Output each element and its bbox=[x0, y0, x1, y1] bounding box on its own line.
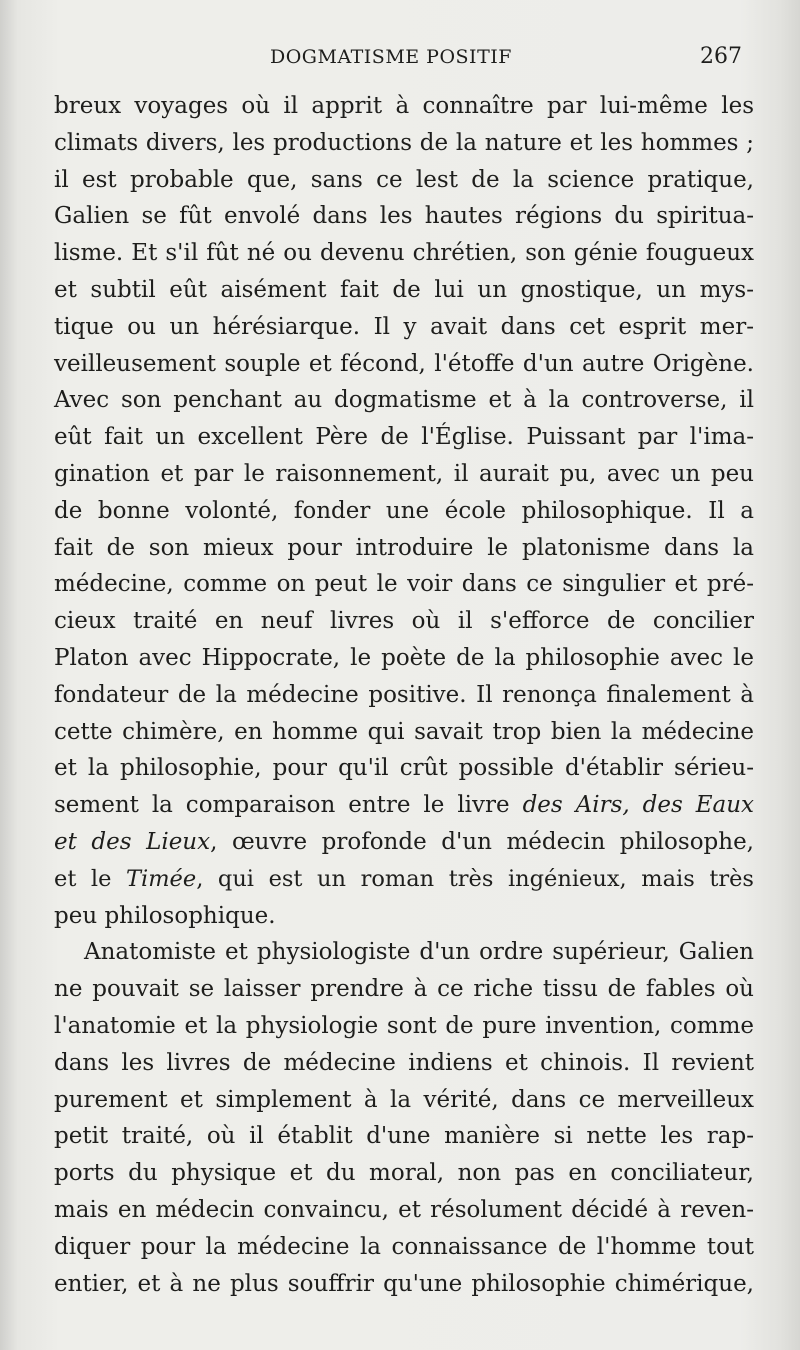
body-text bbox=[54, 88, 754, 1302]
text-line: dans les livres de médecine indiens et chinois. Il revient bbox=[54, 1049, 754, 1076]
text-line: et le Timée, qui est un roman très ingénieux, mais très bbox=[54, 865, 754, 892]
text-line: fait de son mieux pour introduire le platonisme dans la bbox=[54, 534, 754, 561]
text-line: médecine, comme on peut le voir dans ce singulier et pré- bbox=[54, 571, 754, 598]
text-line: il est probable que, sans ce lest de la science pratique, bbox=[54, 166, 754, 193]
text-line: diquer pour la médecine la connaissance de l'homme tout bbox=[54, 1233, 754, 1260]
text-line: ports du physique et du moral, non pas en conciliateur, bbox=[54, 1160, 754, 1187]
text-line-paragraph-end: peu philosophique. bbox=[54, 902, 276, 929]
text-line: cieux traité en neuf livres où il s'efforce de concilier bbox=[54, 608, 754, 635]
text-line: veilleusement souple et fécond, l'étoffe d'un autre Origène. bbox=[54, 350, 754, 377]
text-line: Galien se fût envolé dans les hautes régions du spiritua- bbox=[54, 203, 754, 230]
text-line: ne pouvait se laisser prendre à ce riche tissu de fables où bbox=[54, 976, 754, 1003]
text-line: cette chimère, en homme qui savait trop bien la médecine bbox=[54, 718, 754, 745]
text-line: entier, et à ne plus souffrir qu'une philosophie chimérique, bbox=[54, 1270, 754, 1297]
italic-title: et des Lieux bbox=[54, 828, 211, 855]
text-line: de bonne volonté, fonder une école philosophique. Il a bbox=[54, 497, 754, 524]
text-line: petit traité, où il établit d'une manière si nette les rap- bbox=[54, 1123, 754, 1150]
italic-title: des Airs bbox=[522, 792, 623, 819]
text-line: et la philosophie, pour qu'il crût possible d'établir sérieu- bbox=[54, 755, 754, 782]
italic-title: des Eaux bbox=[642, 792, 754, 819]
text-line: et des Lieux, œuvre profonde d'un médecin philosophe, bbox=[54, 828, 754, 855]
italic-title: Timée bbox=[126, 865, 197, 892]
text-line: eût fait un excellent Père de l'Église. Puissant par l'ima- bbox=[54, 424, 754, 451]
text-line: tique ou un hérésiarque. Il y avait dans cet esprit mer- bbox=[54, 313, 754, 340]
text-line: purement et simplement à la vérité, dans ce merveilleux bbox=[54, 1086, 754, 1113]
text-line: et subtil eût aisément fait de lui un gnostique, un mys- bbox=[54, 276, 754, 303]
text-line-paragraph-start: Anatomiste et physiologiste d'un ordre supérieur, Galien bbox=[84, 939, 754, 966]
text-line: gination et par le raisonnement, il aurait pu, avec un peu bbox=[54, 460, 754, 487]
text-line: breux voyages où il apprit à connaître par lui-même les bbox=[54, 93, 754, 119]
text-line: sement la comparaison entre le livre des Airs, des Eaux bbox=[54, 792, 754, 819]
text-line: lisme. Et s'il fût né ou devenu chrétien, son génie fougueux bbox=[54, 240, 754, 267]
text-line: climats divers, les productions de la nature et les hommes ; bbox=[54, 129, 754, 156]
text-line: Avec son penchant au dogmatisme et à la controverse, il bbox=[54, 387, 754, 414]
text-line: fondateur de la médecine positive. Il renonça finalement à bbox=[54, 681, 754, 708]
page-number: 267 bbox=[700, 44, 742, 69]
text-line: Platon avec Hippocrate, le poète de la philosophie avec le bbox=[54, 644, 754, 671]
running-title: DOGMATISME POSITIF bbox=[270, 46, 512, 68]
text-line: mais en médecin convaincu, et résolument décidé à reven- bbox=[54, 1196, 754, 1223]
running-header bbox=[0, 40, 800, 74]
text-line: l'anatomie et la physiologie sont de pure invention, comme bbox=[54, 1012, 754, 1039]
